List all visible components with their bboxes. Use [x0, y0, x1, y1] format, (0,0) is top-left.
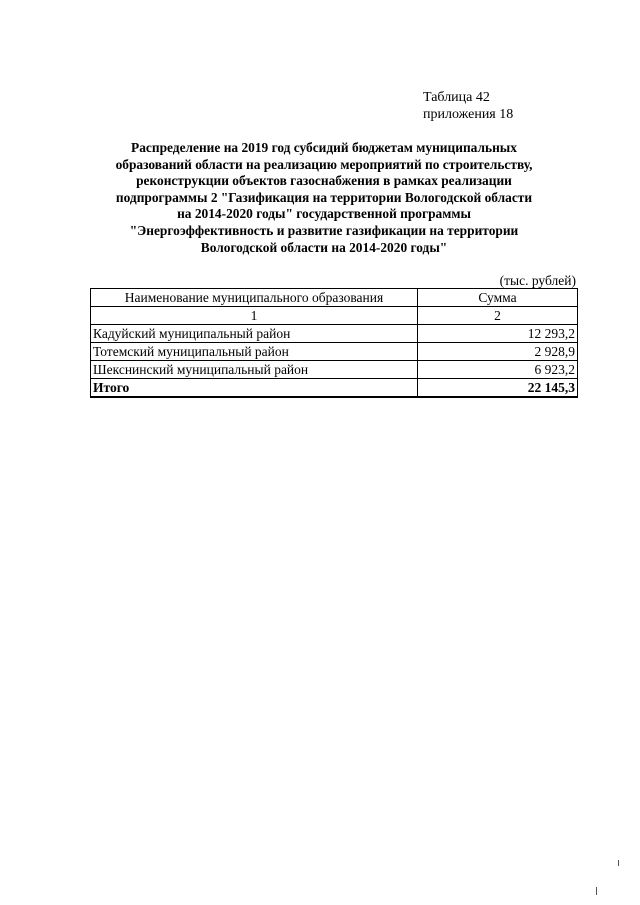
title-line: Распределение на 2019 год субсидий бюджетам муниципальных — [131, 140, 517, 155]
table-header-row — [91, 289, 578, 307]
table-number: Таблица 42 — [423, 90, 490, 105]
document-title — [90, 140, 558, 256]
total-row — [91, 379, 578, 398]
title-line: реконструкции объектов газоснабжения в рамках реализации — [136, 173, 512, 189]
table-row — [91, 343, 578, 361]
table-row — [91, 325, 578, 343]
table-reference — [423, 89, 513, 123]
subsidy-table — [90, 288, 578, 398]
title-line: на 2014-2020 годы" государственной программы — [177, 206, 471, 222]
total-sum: 22 145,3 — [418, 379, 578, 398]
title-line: Вологодской области на 2014-2020 годы" — [200, 239, 448, 255]
units-label: (тыс. рублей) — [499, 273, 576, 288]
row-sum: 12 293,2 — [418, 325, 578, 343]
row-name: Кадуйский муниципальный район — [91, 325, 418, 343]
title-line: "Энергоэффективность и развитие газификации на территории — [129, 222, 519, 238]
appendix-reference: приложения 18 — [423, 107, 514, 122]
row-name: Шекснинский муниципальный район — [91, 361, 418, 379]
scan-artifact — [618, 860, 619, 866]
row-sum: 6 923,2 — [418, 361, 578, 379]
header-name: Наименование муниципального образования — [91, 289, 418, 307]
header-sum: Сумма — [418, 289, 578, 307]
title-line: образований области на реализацию мероприятий по строительству, — [115, 156, 533, 172]
title-line: подпрограммы 2 "Газификация на территории Вологодской области — [115, 189, 533, 205]
column-number: 2 — [418, 307, 578, 325]
scan-artifact — [596, 887, 597, 895]
row-sum: 2 928,9 — [418, 343, 578, 361]
total-label: Итого — [91, 379, 418, 398]
column-number: 1 — [91, 307, 418, 325]
table-row — [91, 361, 578, 379]
row-name: Тотемский муниципальный район — [91, 343, 418, 361]
column-number-row — [91, 307, 578, 325]
